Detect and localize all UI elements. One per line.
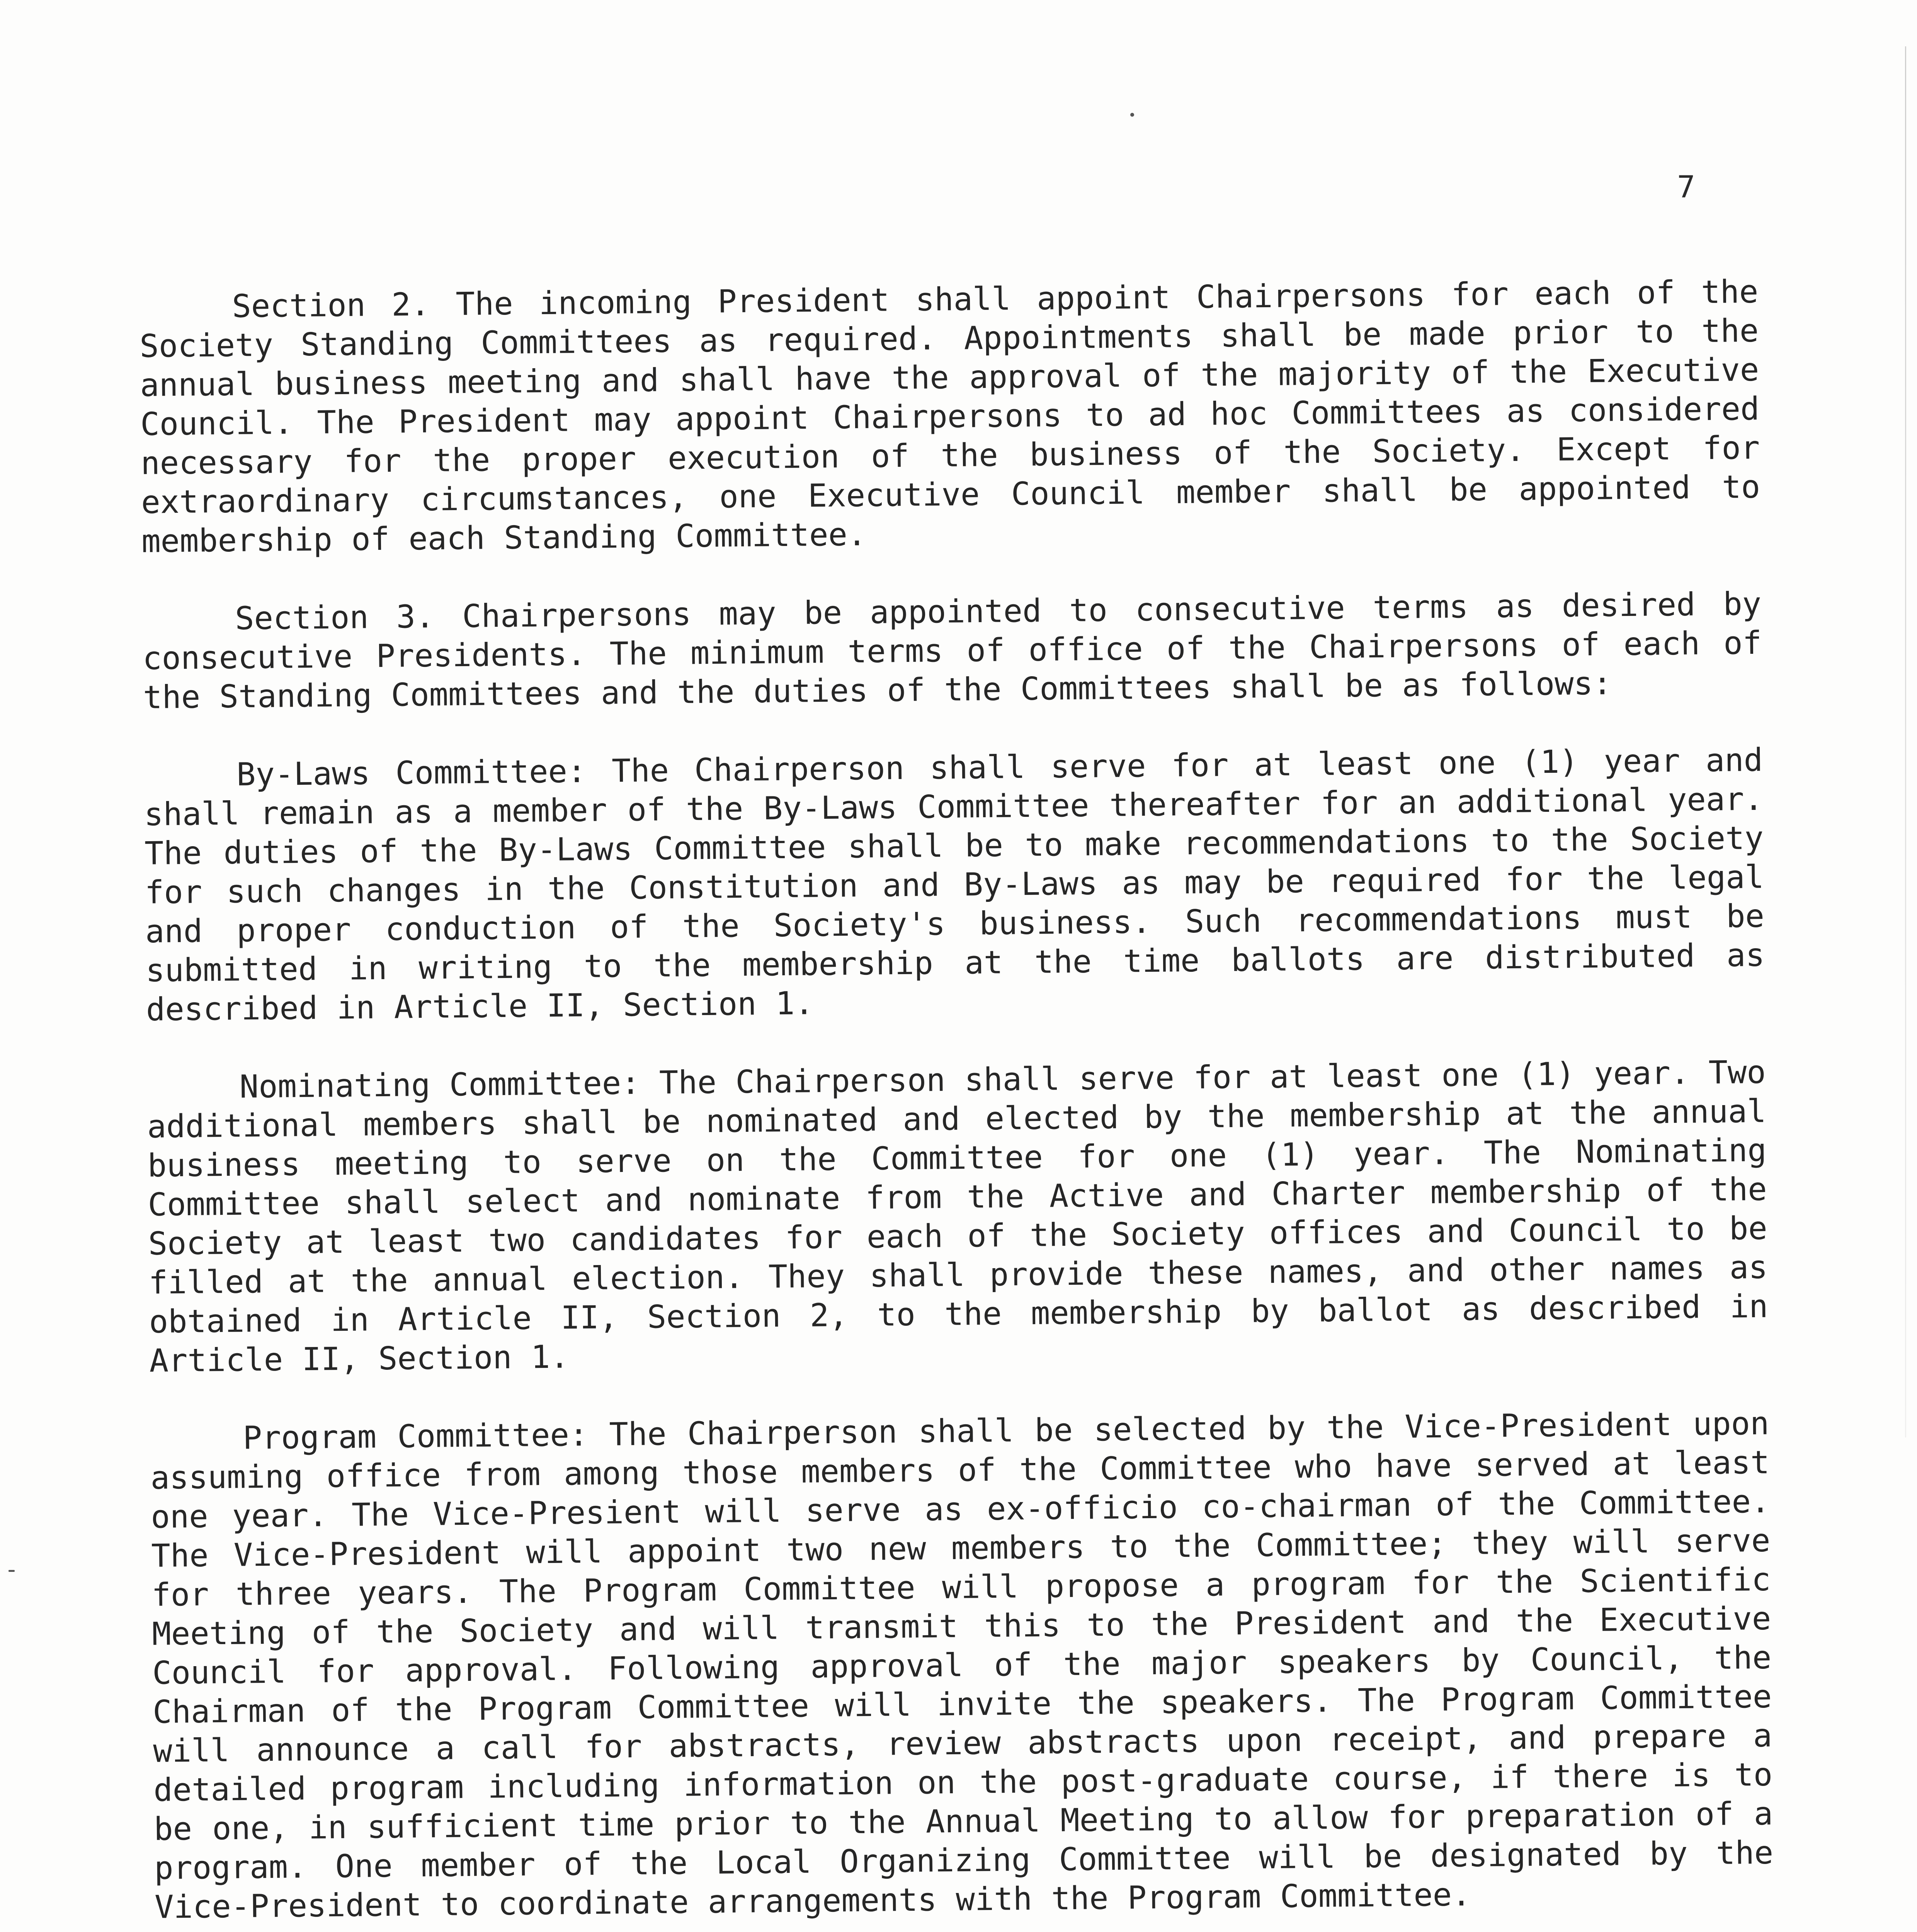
page-number: 7	[1677, 170, 1695, 205]
scan-speck	[9, 1570, 15, 1572]
section-2-paragraph: Section 2. The incoming President shall appoint Chairpersons for each of the Society Standing Committees as required. Appointments shall be made prior to the annual business meeting and shall have the approval of the majority of the Executive Council. The President may appoint Chairpersons to ad hoc Committees as considered necessary for the proper execution of the business of the Society. Except for extraordinary circumstances, one Executive Council member shall be appointed to membership of each Standing Committee.	[139, 273, 1761, 560]
bylaws-committee-paragraph: By-Laws Committee: The Chairperson shall serve for at least one (1) year and shall remain as a member of the By-Laws Committee thereafter for an additional year. The duties of the By-Laws Committee shall be to make recommendations to the Society for such changes in the Constitution and By-Laws as may be required for the legal and proper conduction of the Society's business. Such recommendations must be submitted in writing to the membership at the time ballots are distributed as described in Article II, Section 1.	[144, 742, 1765, 1028]
program-committee-paragraph: Program Committee: The Chairperson shall be selected by the Vice-President upon assuming office from among those members of the Committee who have served at least one year. The Vice-Presient will serve as ex-officio co-chairman of the Committee. The Vice-President will appoint two new members to the Committee; they will serve for three years. The Program Committee will propose a program for the Scientific Meeting of the Society and will transmit this to the President and the Executive Council for approval. Following approval of the major speakers by Council, the Chairman of the Program Committee will invite the speakers. The Program Committee will announce a call for abstracts, review abstracts upon receipt, and prepare a detailed program including information on the post-graduate course, if there is to be one, in sufficient time prior to the Annual Meeting to allow for preparation of a program. One member of the Local Organizing Committee will be designated by the Vice-President to coordinate arrangements with the Program Committee.	[150, 1405, 1774, 1926]
nominating-committee-paragraph: Nominating Committee: The Chairperson shall serve for at least one (1) year. Two additional members shall be nominated and elected by the membership at the annual business meeting to serve on the Committee for one (1) year. The Nominating Committee shall select and nominate from the Active and Charter membership of the Society at least two candidates for each of the Society offices and Council to be filled at the annual election. They shall provide these names, and other names as obtained in Article II, Section 2, to the membership by ballot as described in Article II, Section 1.	[147, 1054, 1768, 1379]
section-3-paragraph: Section 3. Chairpersons may be appointed to consecutive terms as desired by consecutive Presidents. The minimum terms of office of the Chairpersons of each of the Standing Committees and the duties of the Committees shall be as follows:	[142, 585, 1762, 716]
body-text	[139, 272, 1776, 1932]
scan-edge-line	[1905, 46, 1906, 1437]
scan-speck	[1130, 113, 1134, 117]
